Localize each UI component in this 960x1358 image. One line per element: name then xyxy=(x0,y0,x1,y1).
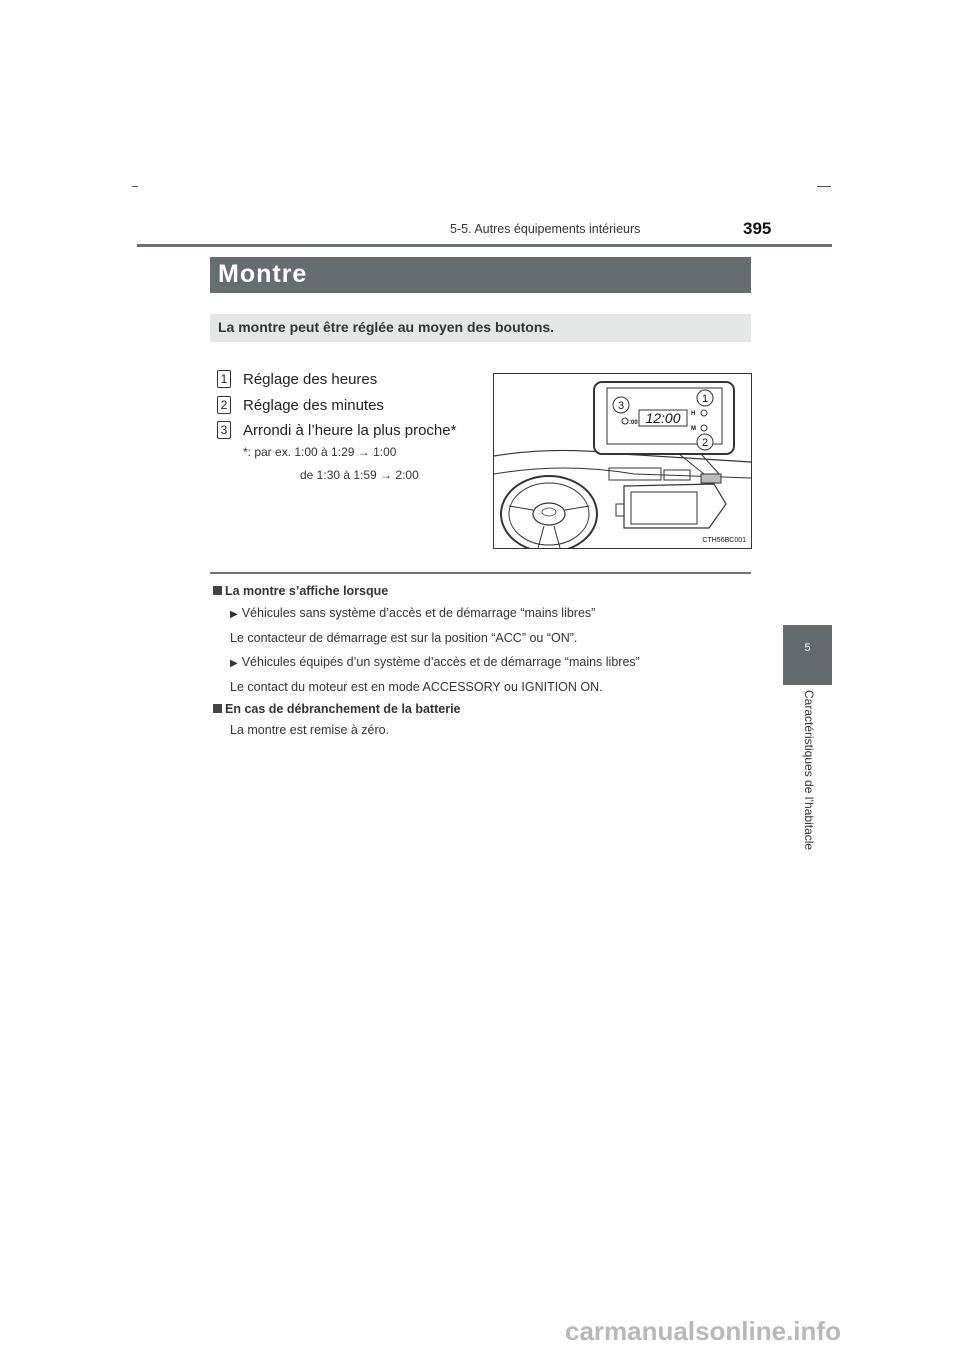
lead-bar xyxy=(210,314,751,342)
list-item xyxy=(217,370,377,388)
chapter-tab xyxy=(783,625,832,685)
section-heading: En cas de débranchement de la batterie xyxy=(213,702,461,716)
lead-text: La montre peut être réglée au moyen des boutons. xyxy=(218,319,555,335)
figure-code: CTH56BC001 xyxy=(702,537,746,544)
item-number: 2 xyxy=(217,396,231,414)
crop-mark xyxy=(132,186,138,187)
footnote-line: *: par ex. 1:00 à 1:29 → 1:00 xyxy=(243,445,397,459)
clock-illustration xyxy=(493,373,752,549)
page-title-bar xyxy=(210,257,751,293)
square-bullet-icon xyxy=(213,586,222,595)
item-number: 1 xyxy=(217,370,231,388)
item-label: Réglage des heures xyxy=(243,371,378,388)
triangle-bullet-icon: ▶ xyxy=(230,658,238,669)
hour-button-label: H xyxy=(691,411,696,417)
running-header: 5-5. Autres équipements intérieurs xyxy=(450,222,641,236)
section-heading: La montre s’affiche lorsque xyxy=(213,584,388,598)
item-number: 3 xyxy=(217,421,231,439)
header-rule xyxy=(137,244,832,247)
bullet-paragraph: ▶ Véhicules sans système d’accès et de démarrage “mains libres” xyxy=(230,606,596,620)
footnote-line: de 1:30 à 1:59 → 2:00 xyxy=(300,468,419,482)
bullet-paragraph: ▶ Véhicules équipés d’un système d’accès et de démarrage “mains libres” xyxy=(230,655,640,669)
list-item xyxy=(217,396,384,414)
item-label: Arrondi à l’heure la plus proche* xyxy=(243,422,457,439)
clock-display: 12:00 xyxy=(645,410,681,426)
crop-mark xyxy=(817,186,831,187)
callout-3: 3 xyxy=(617,400,625,412)
paragraph: Le contact du moteur est en mode ACCESSORY ou IGNITION ON. xyxy=(230,680,603,694)
page-number: 395 xyxy=(743,219,772,238)
item-label: Réglage des minutes xyxy=(243,397,384,414)
watermark: carmanualsonline.info xyxy=(565,1316,841,1346)
chapter-label: Caractéristiques de l’habitacle xyxy=(802,690,816,851)
page-title: Montre xyxy=(218,260,308,288)
paragraph: Le contacteur de démarrage est sur la position “ACC” ou “ON”. xyxy=(230,631,578,645)
callout-1: 1 xyxy=(701,393,709,405)
list-item xyxy=(217,421,456,439)
round-button-label: :00 xyxy=(629,420,638,426)
chapter-number: 5 xyxy=(804,642,811,654)
dashboard-drawing xyxy=(494,374,751,548)
paragraph: La montre est remise à zéro. xyxy=(230,723,390,737)
section-divider xyxy=(210,572,751,574)
callout-2: 2 xyxy=(701,437,709,449)
minute-button-label: M xyxy=(691,426,696,432)
square-bullet-icon xyxy=(213,704,222,713)
triangle-bullet-icon: ▶ xyxy=(230,609,238,620)
